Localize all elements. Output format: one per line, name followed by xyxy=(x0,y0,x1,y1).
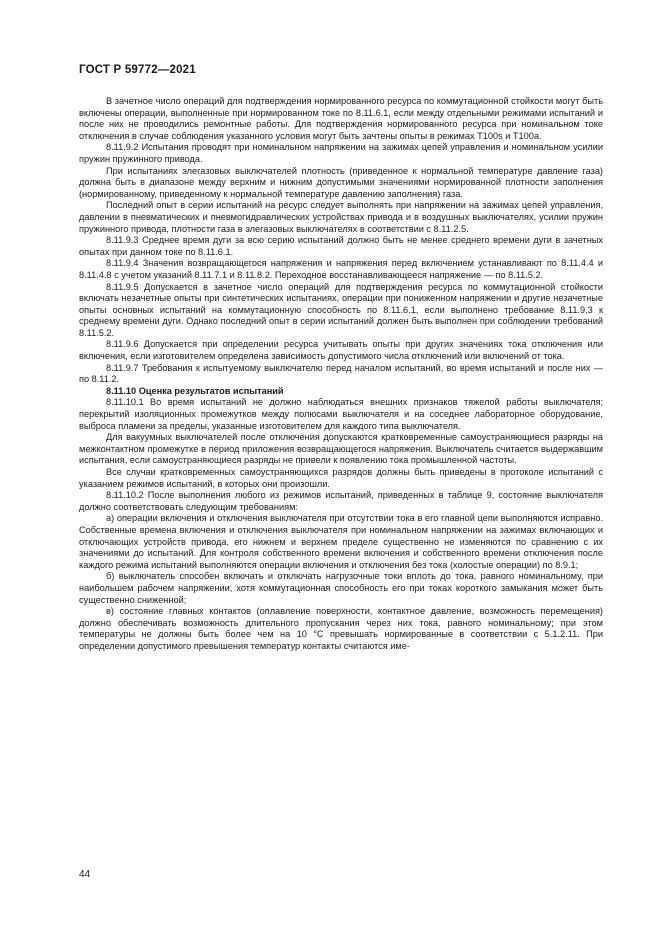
paragraph: 8.11.9.6 Допускается при определении ресурса учитывать опыты при других значениях тока отключения или включения, если изготовителем определена зависимость допустимого числа отключений или включений от тока. xyxy=(79,339,603,362)
paragraph: При испытаниях элегазовых выключателей плотность (приведенное к нормальной температуре давление газа) должна быть в диапазоне между верхним и нижним допустимыми значениями нормированной плотности заполнения (нормированному, приведенному к нормальной температуре давлению заполнения) газа. xyxy=(79,165,603,199)
section-heading: 8.11.10 Оценка результатов испытаний xyxy=(106,385,284,396)
paragraph: 8.11.9.4 Значения возвращающегося напряжения и напряжения перед включением устанавливают по 8.11.4.4 и 8.11.4.8 с учетом указаний 8.11.7.1 и 8.11.8.2. Переходное восстанавливающееся напряжение — по 8.11.5.2. xyxy=(79,258,603,280)
list-item: в) состояние главных контактов (оплавление поверхности, контактное давление, возможность перемещения) должно обеспечивать возможность длительного пропускания через них тока, равного номинальному; при этом температуры не должны быть более чем на 10 °С превышать нормированные в соответствии с 5.1.2.11. При определении допустимого превышения температур контакты считаются име- xyxy=(79,606,603,651)
paragraph: 8.11.9.3 Среднее время дуги за всю серию испытаний должно быть не менее среднего времени дуги в зачетных опытах при данном токе по 8.11.6.1. xyxy=(79,235,603,257)
paragraph: 8.11.9.7 Требования к испытуемому выключателю перед началом испытаний, во время испытаний и после них — по 8.11.2. xyxy=(79,362,603,385)
page-number: 44 xyxy=(79,869,91,880)
document-header: ГОСТ Р 59772—2021 xyxy=(79,64,196,76)
paragraph: 8.11.9.5 Допускается в зачетное число операций для подтверждения ресурса по коммутационной стойкости включать незачетные опыты при синтетических испытаниях, операции при пониженном напряжении и другие незачетные опыты основных испытаний на коммутационную способность по 8.11.6.1, если выполнено требование 8.11.9.3 к среднему времени дуги. Однако последний опыт в серии испытаний должен быть выполнен при соблюдении требований 8.11.5.2. xyxy=(79,281,603,338)
list-item: б) выключатель способен включать и отключать нагрузочные токи вплоть до тока, равного номинальному, при наибольшем рабочем напряжении, хотя коммутационная способность его при токах короткого замыкания может быть существенно сниженной; xyxy=(79,571,603,605)
document-body xyxy=(79,96,603,653)
paragraph: Последний опыт в серии испытаний на ресурс следует выполнять при напряжении на зажимах цепей управления, давлении в пневматических и пневмогидравлических устройствах привода и в воздушных выключателях, усилии пружин пружинного привода, плотности газа в элегазовых выключателях в соответствии с 8.11.2.5. xyxy=(79,200,603,234)
paragraph: 8.11.10.2 После выполнения любого из режимов испытаний, приведенных в таблице 9, состояние выключателя должно соответствовать следующим требованиям: xyxy=(79,490,603,512)
paragraph: Все случаи кратковременных самоустраняющихся разрядов должны быть приведены в протоколе испытаний с указанием режимов испытаний, в которых они произошли. xyxy=(79,467,603,489)
paragraph: В зачетное число операций для подтверждения нормированного ресурса по коммутационной стойкости могут быть включены операции, выполненные при нормированном токе по 8.11.6.1, если между отдельными режимами испытаний и после них не проводились ремонтные работы. Для подтверждения нормированного ресурса при номинальном токе отключения в случае соблюдения указанного условия могут быть зачтены опыты в режимах Т100s и Т100a. xyxy=(79,96,603,141)
paragraph: 8.11.9.2 Испытания проводят при номинальном напряжении на зажимах цепей управления и номинальном усилии пружин пружинного привода. xyxy=(79,142,603,164)
paragraph: Для вакуумных выключателей после отключения допускаются кратковременные самоустраняющиеся разряды на межконтактном промежутке в период приложения возвращающегося напряжения. Выключатель считается выдержавшим испытания, если самоустраняющиеся разряды не привели к появлению тока промышленной частоты. xyxy=(79,432,603,466)
paragraph: 8.11.10.1 Во время испытаний не должно наблюдаться внешних признаков тяжелой работы выключателя; перекрытий изоляционных промежутков между полюсами выключателя и на соседнее лабораторное оборудование, выброса пламени за пределы, указанные изготовителем для каждого типа выключателя. xyxy=(79,397,603,431)
list-item: а) операции включения и отключения выключателя при отсутствии тока в его главной цепи выполняются исправно. Собственные времена включения и отключения выключателя при номинальном напряжении на зажимах включающих и отключающих устройств привода, его нижнем и верхнем пределе существенно не изменяются по сравнению с их значениями до испытаний. Для контроля собственного времени включения и собственного времени отключения после каждого режима испытаний выполняются операции включения и отключения без тока (холостые операции) по 8.9.1; xyxy=(79,513,603,570)
